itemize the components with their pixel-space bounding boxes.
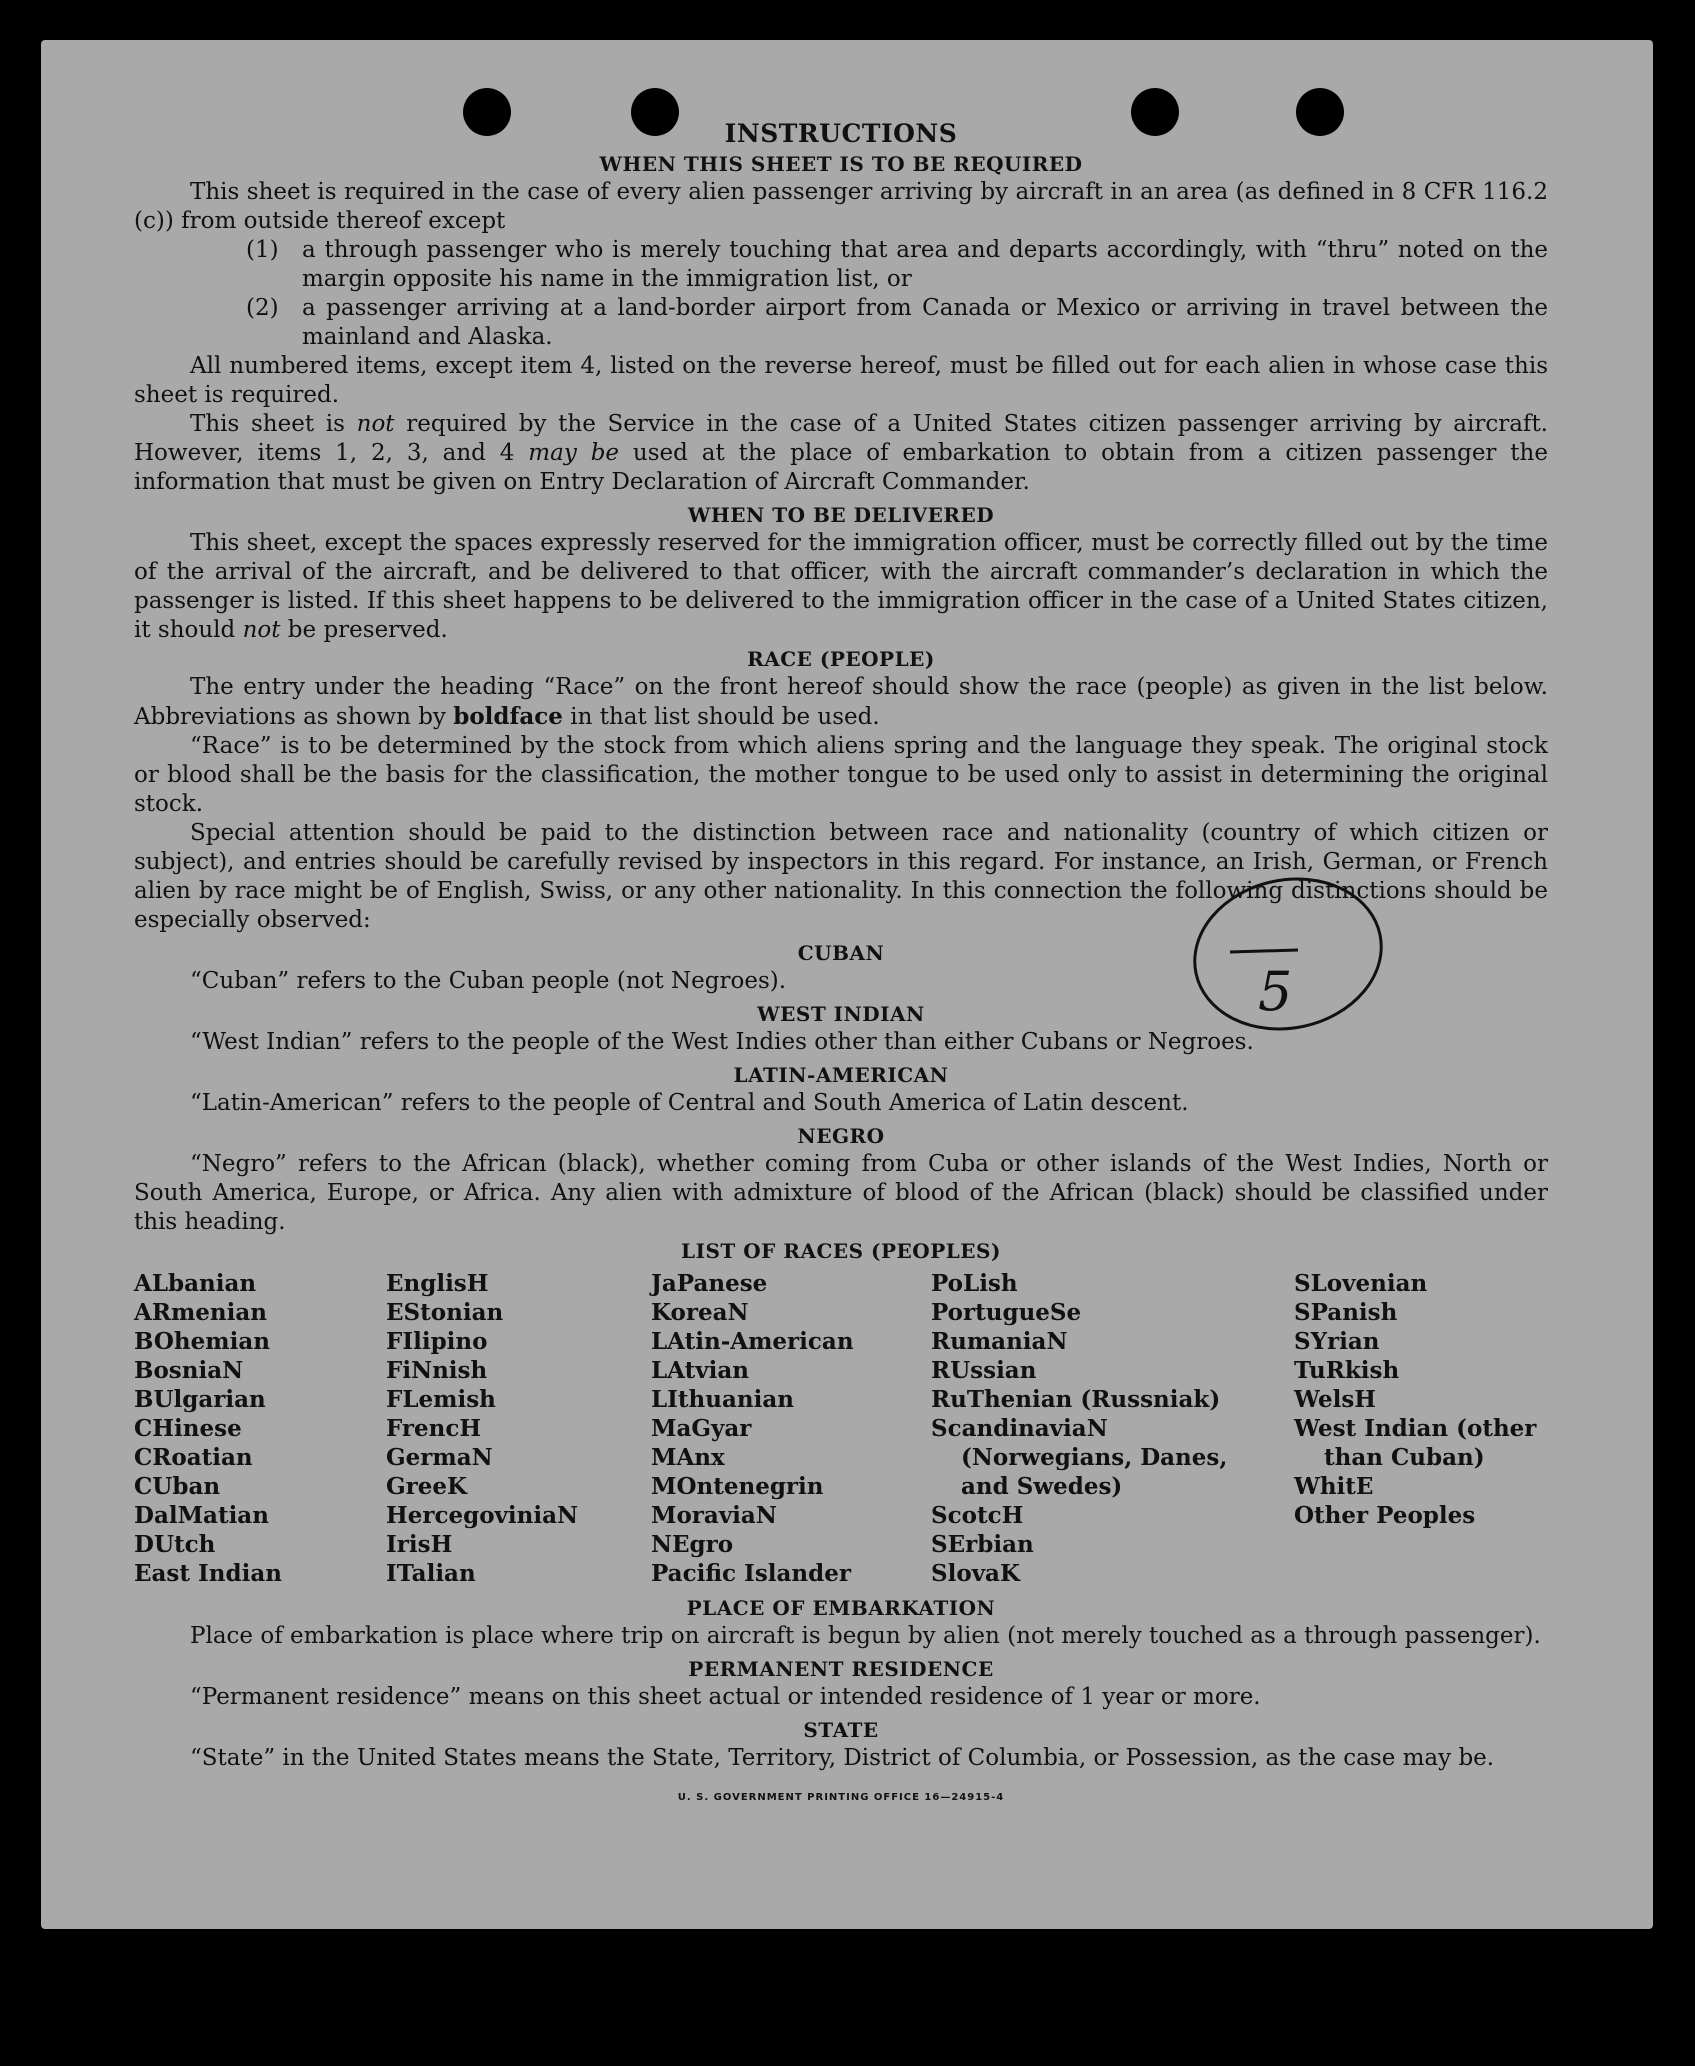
section-heading-cuban: CUBAN — [797, 941, 885, 965]
paragraph: “Race” is to be determined by the stock from which aliens spring and the language they speak. The original stock or blood shall be the basis for the classification, the mother tongue to be used only to assist in determining the original stock. — [134, 733, 1548, 817]
paragraph: “West Indian” refers to the people of the West Indies other than either Cubans or Negroes. — [190, 1029, 1254, 1055]
race-item: LAtvian — [651, 1357, 749, 1384]
item-number: (2) — [246, 295, 279, 321]
race-item: DUtch — [134, 1531, 216, 1558]
race-item: ARmenian — [134, 1299, 268, 1326]
race-item: IrisH — [386, 1531, 453, 1558]
race-column — [1294, 1269, 1548, 1588]
handwritten-mark: 5 — [1258, 960, 1293, 1023]
race-item: ITalian — [386, 1560, 476, 1587]
item-text: a passenger arriving at a land-border airport from Canada or Mexico or arriving in travel between the mainland and Alaska. — [302, 295, 1548, 350]
race-item: Other Peoples — [1294, 1502, 1476, 1529]
race-item: SErbian — [931, 1531, 1034, 1558]
section-heading-delivered: WHEN TO BE DELIVERED — [687, 503, 995, 527]
handwritten-circle-annotation — [1188, 870, 1393, 1040]
race-item: TuRkish — [1294, 1357, 1400, 1384]
paragraph: All numbered items, except item 4, listed on the reverse hereof, must be filled out for each alien in whose case this sheet is required. — [134, 353, 1548, 408]
race-item: DalMatian — [134, 1502, 269, 1529]
race-item: MOntenegrin — [651, 1473, 824, 1500]
race-item: LIthuanian — [651, 1386, 794, 1413]
race-item: HercegoviniaN — [386, 1502, 579, 1529]
section-heading-required: WHEN THIS SHEET IS TO BE REQUIRED — [599, 152, 1083, 176]
paragraph: The entry under the heading “Race” on the front hereof should show the race (people) as given in the list below. Abbreviations as shown by boldface in that list should be used. — [134, 674, 1548, 730]
race-item: PortugueSe — [931, 1299, 1082, 1326]
race-item: MAnx — [651, 1444, 725, 1471]
section-heading-race-list: LIST OF RACES (PEOPLES) — [681, 1239, 1001, 1263]
race-item: CHinese — [134, 1415, 242, 1442]
race-item: JaPanese — [651, 1270, 768, 1297]
paragraph: This sheet is required in the case of every alien passenger arriving by aircraft in an area (as defined in 8 CFR 116.2 (c)) from outside thereof except — [134, 179, 1548, 234]
race-column — [651, 1269, 931, 1588]
race-item: BUlgarian — [134, 1386, 266, 1413]
section-heading-race: RACE (PEOPLE) — [747, 647, 935, 671]
race-item: ScandinaviaN (Norwegians, Danes, and Swedes) — [931, 1415, 1228, 1500]
paragraph: “Negro” refers to the African (black), whether coming from Cuba or other islands of the West Indies, North or South America, Europe, or Africa. Any alien with admixture of blood of the African (black) should be classified under this heading. — [134, 1151, 1548, 1235]
race-item: WhitE — [1294, 1473, 1374, 1500]
race-item: CUban — [134, 1473, 221, 1500]
race-item: LAtin-American — [651, 1328, 854, 1355]
race-item: ScotcH — [931, 1502, 1024, 1529]
race-item: EnglisH — [386, 1270, 489, 1297]
printer-imprint: U. S. GOVERNMENT PRINTING OFFICE 16—24915-4 — [677, 1792, 1005, 1803]
item-text: a through passenger who is merely touching that area and departs accordingly, with “thru” noted on the margin opposite his name in the immigration list, or — [302, 237, 1548, 292]
page-title: INSTRUCTIONS — [724, 119, 958, 148]
race-list — [134, 1269, 1548, 1588]
race-item: BOhemian — [134, 1328, 270, 1355]
race-item: FiNnish — [386, 1357, 488, 1384]
race-item: RumaniaN — [931, 1328, 1068, 1355]
race-item: FLemish — [386, 1386, 496, 1413]
paragraph: This sheet, except the spaces expressly reserved for the immigration officer, must be correctly filled out by the time of the arrival of the aircraft, and be delivered to that officer, with the aircraft commander’s declaration in which the passenger is listed. If this sheet happens to be delivered to the immigration officer in the case of a United States citizen, it should not be preserved. — [134, 530, 1548, 643]
race-item: West Indian (other than Cuban) — [1294, 1415, 1537, 1471]
paragraph: “Cuban” refers to the Cuban people (not Negroes). — [190, 968, 787, 994]
race-item: NEgro — [651, 1531, 734, 1558]
race-item: FIlipino — [386, 1328, 488, 1355]
section-heading-negro: NEGRO — [797, 1124, 885, 1148]
race-item: GreeK — [386, 1473, 468, 1500]
paragraph: “State” in the United States means the State, Territory, District of Columbia, or Possession, as the case may be. — [190, 1745, 1495, 1771]
race-item: KoreaN — [651, 1299, 749, 1326]
item-number: (1) — [246, 237, 279, 263]
race-item: PoLish — [931, 1270, 1018, 1297]
race-item: SLovenian — [1294, 1270, 1428, 1297]
numbered-item — [246, 294, 1548, 352]
paragraph: Special attention should be paid to the distinction between race and nationality (country of which citizen or subject), and entries should be carefully revised by inspectors in this regard. For instance, an Irish, German, or French alien by race might be of English, Swiss, or any other nationality. In this connection the following distinctions should be especially observed: — [134, 820, 1548, 933]
race-item: MaGyar — [651, 1415, 752, 1442]
race-item: FrencH — [386, 1415, 482, 1442]
paragraph: “Latin-American” refers to the people of Central and South America of Latin descent. — [190, 1090, 1189, 1116]
section-heading-west-indian: WEST INDIAN — [757, 1002, 925, 1026]
race-item: RUssian — [931, 1357, 1037, 1384]
race-item: ALbanian — [134, 1270, 257, 1297]
numbered-item — [246, 236, 1548, 294]
race-item: East Indian — [134, 1560, 282, 1587]
race-item: EStonian — [386, 1299, 504, 1326]
race-item: GermaN — [386, 1444, 493, 1471]
race-item: CRoatian — [134, 1444, 253, 1471]
race-column — [931, 1269, 1231, 1588]
race-item: MoraviaN — [651, 1502, 777, 1529]
race-item: Pacific Islander — [651, 1560, 851, 1587]
section-heading-state: STATE — [803, 1718, 879, 1742]
section-heading-residence: PERMANENT RESIDENCE — [688, 1657, 994, 1681]
race-item: SYrian — [1294, 1328, 1380, 1355]
race-item: WelsH — [1294, 1386, 1377, 1413]
race-item: RuThenian (Russniak) — [931, 1386, 1221, 1413]
paragraph: This sheet is not required by the Service in the case of a United States citizen passenger arriving by aircraft. However, items 1, 2, 3, and 4 may be used at the place of embarkation to obtain from a citizen passenger the information that must be given on Entry Declaration of Aircraft Commander. — [134, 411, 1548, 495]
race-column — [134, 1269, 386, 1588]
section-heading-latin-american: LATIN-AMERICAN — [733, 1063, 949, 1087]
race-item: BosniaN — [134, 1357, 244, 1384]
race-item: SlovaK — [931, 1560, 1020, 1587]
section-heading-embarkation: PLACE OF EMBARKATION — [686, 1596, 996, 1620]
race-item: SPanish — [1294, 1299, 1398, 1326]
race-column — [386, 1269, 651, 1588]
paragraph: Place of embarkation is place where trip on aircraft is begun by alien (not merely touched as a through passenger). — [190, 1623, 1541, 1649]
paragraph: “Permanent residence” means on this sheet actual or intended residence of 1 year or more. — [190, 1684, 1261, 1710]
